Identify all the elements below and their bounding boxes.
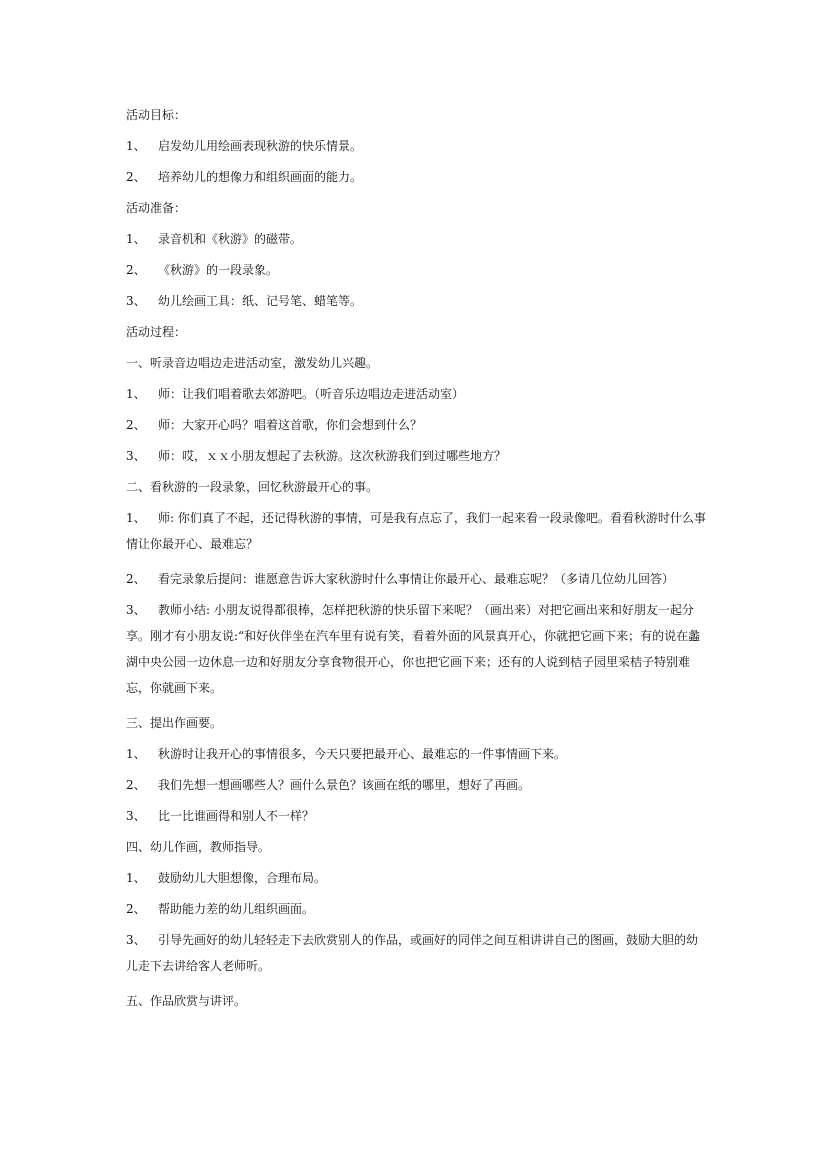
list-item	[126, 447, 706, 465]
item-number: 3、	[126, 449, 146, 463]
list-item	[126, 137, 706, 155]
section-heading	[126, 478, 706, 496]
item-text: 鼓励幼儿大胆想像，合理布局。	[158, 871, 327, 885]
item-text: 《秋游》的一段录象。	[158, 263, 279, 277]
heading-text: 三、提出作画要。	[126, 716, 223, 730]
list-item	[126, 230, 706, 248]
item-text: 录音机和《秋游》的磁带。	[158, 232, 303, 246]
item-number: 2、	[126, 170, 146, 184]
list-paragraph	[126, 505, 706, 557]
list-item	[126, 570, 706, 588]
item-number: 3、	[126, 809, 146, 823]
item-number: 2、	[126, 572, 146, 586]
list-item	[126, 776, 706, 794]
item-text: 看完录象后提问：谁愿意告诉大家秋游时什么事情让你最开心、最难忘呢？（多请几位幼儿回答）	[158, 572, 675, 586]
document-page	[126, 106, 706, 1023]
item-text: 我们先想一想画哪些人？画什么景色？该画在纸的哪里，想好了再画。	[158, 778, 531, 792]
item-number: 1、	[126, 232, 146, 246]
item-text: 引导先画好的幼儿轻轻走下去欣赏别人的作品，或画好的同伴之间互相讲讲自己的图画，鼓励大胆的幼儿走下去讲给客人老师听。	[126, 933, 699, 973]
item-text: 师: 你们真了不起，还记得秋游的事情，可是我有点忘了，我们一起来看一段录像吧。看看秋游时什么事情让你最开心、最难忘？	[126, 511, 706, 551]
item-number: 1、	[126, 871, 146, 885]
list-item	[126, 168, 706, 186]
item-text: 比一比谁画得和别人不一样？	[158, 809, 315, 823]
heading-text: 五、作品欣赏与讲评。	[126, 994, 247, 1008]
item-text: 师：大家开心吗？唱着这首歌，你们会想到什么？	[158, 418, 423, 432]
list-item	[126, 745, 706, 763]
item-number: 1、	[126, 511, 146, 525]
list-paragraph	[126, 927, 706, 979]
item-text: 帮助能力差的幼儿组织画面。	[158, 902, 315, 916]
item-text: 教师小结: 小朋友说得都很棒，怎样把秋游的快乐留下来呢？（画出来）对把它画出来和好朋友一起分享。刚才有小朋友说:“和好伙伴坐在汽车里有说有笑，看着外面的风景真开心，你就把它画下来；有的说在蠡湖中央公园一边休息一边和好朋友分享食物很开心，你也把它画下来；还有的人说到桔子园里采桔子特别难忘，你就画下来。	[126, 603, 701, 695]
item-number: 2、	[126, 418, 146, 432]
list-item	[126, 900, 706, 918]
item-text: 幼儿绘画工具：纸、记号笔、蜡笔等。	[158, 294, 363, 308]
list-item	[126, 261, 706, 279]
section-heading	[126, 714, 706, 732]
item-text: 培养幼儿的想像力和组织画面的能力。	[158, 170, 363, 184]
item-number: 2、	[126, 902, 146, 916]
section-heading	[126, 354, 706, 372]
list-item	[126, 416, 706, 434]
heading-text: 四、幼儿作画，教师指导。	[126, 840, 271, 854]
item-number: 3、	[126, 933, 146, 947]
section-heading	[126, 106, 706, 124]
item-text: 启发幼儿用绘画表现秋游的快乐情景。	[158, 139, 363, 153]
list-item	[126, 292, 706, 310]
section-heading	[126, 838, 706, 856]
heading-text: 二、看秋游的一段录象，回忆秋游最开心的事。	[126, 480, 379, 494]
item-number: 1、	[126, 139, 146, 153]
list-item	[126, 869, 706, 887]
item-number: 2、	[126, 263, 146, 277]
section-heading	[126, 992, 706, 1010]
item-number: 1、	[126, 387, 146, 401]
item-text: 秋游时让我开心的事情很多，今天只要把最开心、最难忘的一件事情画下来。	[158, 747, 567, 761]
list-paragraph	[126, 597, 706, 701]
item-number: 3、	[126, 294, 146, 308]
section-heading	[126, 199, 706, 217]
list-item	[126, 385, 706, 403]
heading-text: 活动目标：	[126, 108, 187, 122]
item-text: 师：让我们唱着歌去郊游吧。（听音乐边唱边走进活动室）	[158, 387, 465, 401]
item-number: 3、	[126, 603, 146, 617]
item-number: 2、	[126, 778, 146, 792]
section-heading	[126, 323, 706, 341]
item-number: 1、	[126, 747, 146, 761]
item-text: 师：哎，ｘｘ小朋友想起了去秋游。这次秋游我们到过哪些地方？	[158, 449, 507, 463]
list-item	[126, 807, 706, 825]
heading-text: 一、听录音边唱边走进活动室，激发幼儿兴趣。	[126, 356, 379, 370]
heading-text: 活动准备：	[126, 201, 187, 215]
heading-text: 活动过程：	[126, 325, 187, 339]
